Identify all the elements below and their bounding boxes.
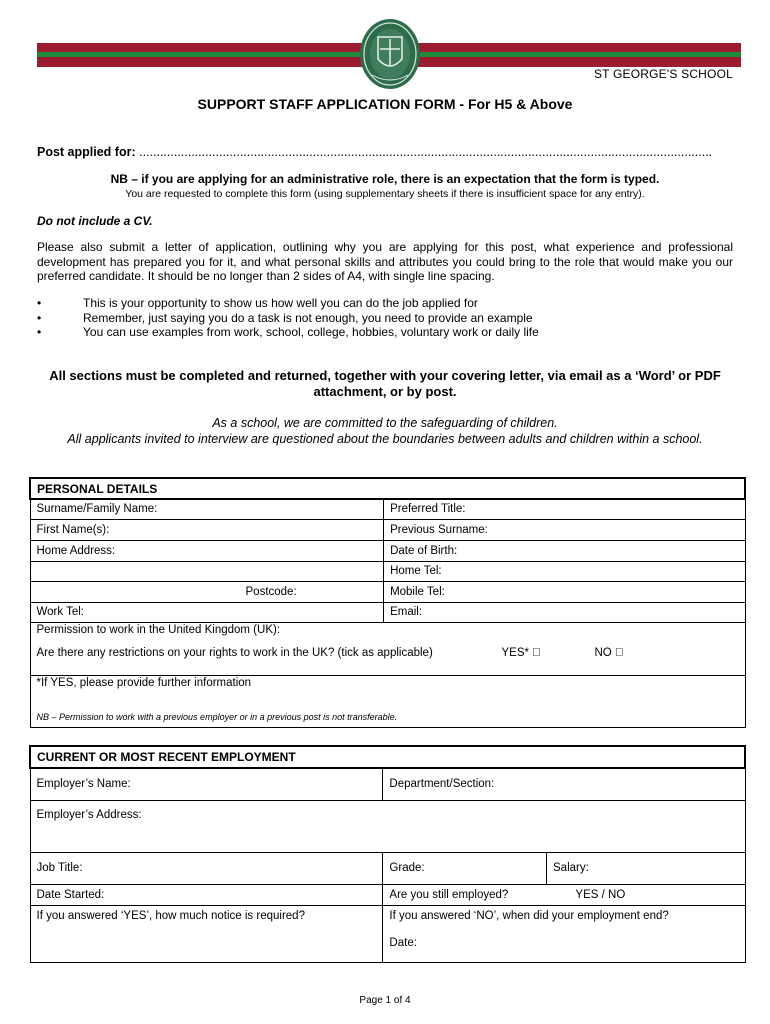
- mobile-tel-field[interactable]: Mobile Tel:: [384, 581, 745, 602]
- return-instructions: All sections must be completed and returned, together with your covering letter, via email as a ‘Word’ or PDF attachment, or by post.: [49, 368, 721, 399]
- no-checkbox[interactable]: NO: [594, 646, 612, 659]
- page-title: SUPPORT STAFF APPLICATION FORM - For H5 & Above: [197, 96, 573, 112]
- further-info-label: *If YES, please provide further information: [36, 676, 252, 689]
- job-title-field[interactable]: Job Title:: [30, 852, 383, 884]
- safeguarding-line-2: All applicants invited to interview are questioned about the boundaries between adults and children within a school.: [67, 431, 703, 446]
- first-names-field[interactable]: First Name(s):: [30, 519, 384, 540]
- supplementary-notice: You are requested to complete this form (using supplementary sheets if there is insufficient space for any entry).: [125, 188, 645, 200]
- safeguarding-statement: [52, 416, 718, 447]
- list-item: • You can use examples from work, school, college, hobbies, voluntary work or daily life: [37, 325, 539, 340]
- grade-field[interactable]: Grade:: [383, 852, 547, 884]
- postcode-field[interactable]: Postcode:: [30, 581, 384, 602]
- school-name: ST GEORGE'S SCHOOL: [593, 67, 733, 81]
- no-cv-notice: Do not include a CV.: [37, 214, 153, 228]
- still-employed-field[interactable]: [383, 884, 745, 905]
- still-employed-yes-no[interactable]: YES / NO: [575, 888, 626, 901]
- salary-field[interactable]: Salary:: [547, 852, 745, 884]
- school-crest-icon: [358, 17, 422, 91]
- yes-checkbox[interactable]: YES*: [501, 646, 529, 659]
- employment-end-label: If you answered ‘NO’, when did your employment end?: [389, 909, 669, 922]
- department-field[interactable]: Department/Section:: [383, 768, 745, 800]
- employer-name-field[interactable]: Employer’s Name:: [30, 768, 383, 800]
- home-address-field[interactable]: Home Address:: [30, 540, 384, 561]
- home-tel-field[interactable]: Home Tel:: [384, 561, 745, 581]
- post-applied-row[interactable]: [37, 145, 712, 159]
- page-number: Page 1 of 4: [359, 995, 411, 1006]
- personal-details-heading: PERSONAL DETAILS: [30, 478, 745, 499]
- surname-field[interactable]: Surname/Family Name:: [30, 499, 384, 519]
- work-permission-label: Permission to work in the United Kingdom (UK):: [36, 623, 281, 636]
- personal-details-table: [29, 477, 746, 728]
- employment-end-field[interactable]: [383, 905, 745, 962]
- list-item: • Remember, just saying you do a task is not enough, you need to provide an example: [37, 311, 539, 326]
- previous-surname-field[interactable]: Previous Surname:: [384, 519, 745, 540]
- employment-heading: CURRENT OR MOST RECENT EMPLOYMENT: [30, 746, 745, 768]
- permission-nb: NB – Permission to work with a previous employer or in a previous post is not transferable.: [36, 711, 398, 722]
- letter-instructions: Please also submit a letter of application, outlining why you are applying for this post, what experience and professional development has prepared you for it, and what personal skills and attributes you could bring to the role that would make you our preferred candidate. It should be no longer than 2 sides of A4, with single line spacing.: [37, 240, 733, 283]
- post-applied-label: Post applied for:: [37, 145, 136, 159]
- safeguarding-line-1: As a school, we are committed to the safeguarding of children.: [212, 416, 558, 430]
- employment-end-date-label: Date:: [389, 936, 417, 949]
- restrictions-question: Are there any restrictions on your rights to work in the UK? (tick as applicable): [36, 646, 433, 659]
- work-tel-field[interactable]: Work Tel:: [30, 602, 384, 622]
- employment-table: [29, 745, 746, 963]
- work-permission-cell: [30, 622, 745, 675]
- email-field[interactable]: Email:: [384, 602, 745, 622]
- still-employed-label: Are you still employed?: [389, 888, 509, 901]
- further-info-field[interactable]: [30, 675, 745, 727]
- restrictions-row: [37, 647, 739, 659]
- tips-list: [37, 296, 539, 340]
- preferred-title-field[interactable]: Preferred Title:: [384, 499, 745, 519]
- nb-typed-notice: NB – if you are applying for an administrative role, there is an expectation that the form is typed.: [110, 172, 660, 186]
- home-address-line-2[interactable]: [30, 561, 384, 581]
- list-item: • This is your opportunity to show us how well you can do the job applied for: [37, 296, 539, 311]
- post-applied-dots: .....................................................................................................................................................................: [139, 145, 713, 159]
- employer-address-field[interactable]: Employer’s Address:: [30, 800, 745, 852]
- date-started-field[interactable]: Date Started:: [30, 884, 383, 905]
- notice-field[interactable]: If you answered ‘YES’, how much notice is required?: [30, 905, 383, 962]
- dob-field[interactable]: Date of Birth:: [384, 540, 745, 561]
